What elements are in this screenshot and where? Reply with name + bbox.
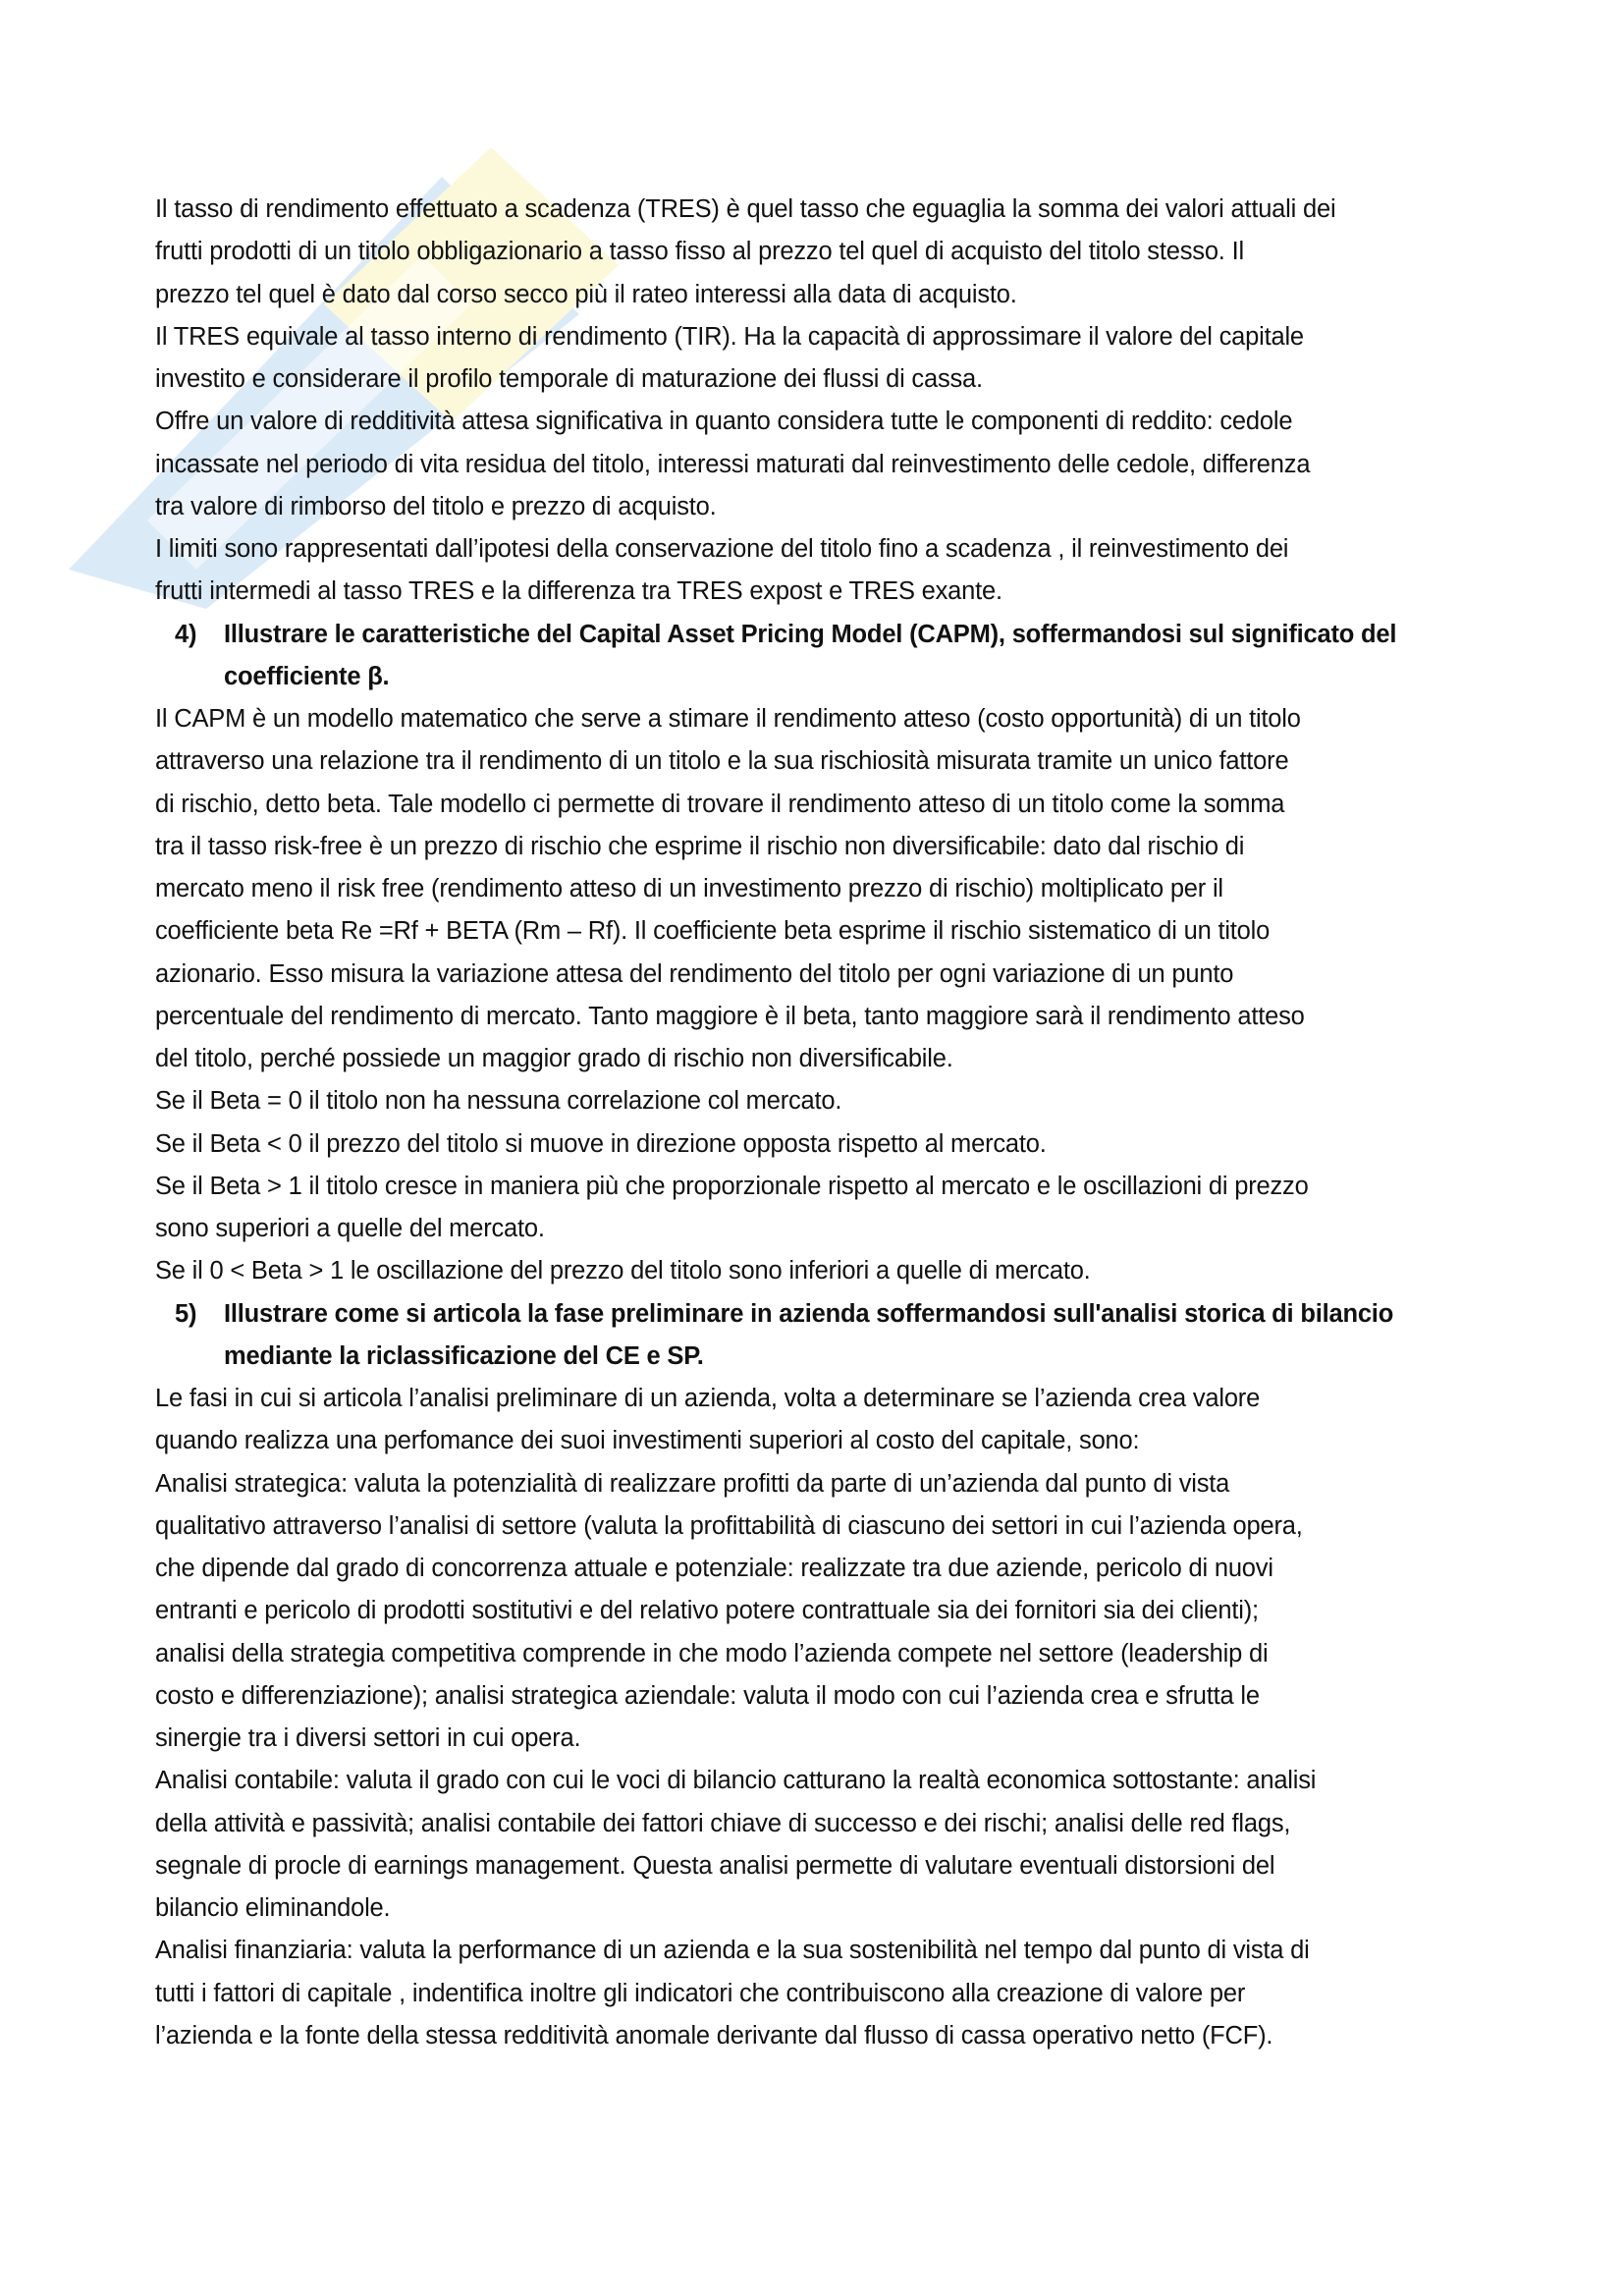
line-text: Il CAPM è un modello matematico che serve a stimare il rendimento atteso (costo opportunità) di un titolo [155,705,1301,733]
paragraph-line [155,996,1530,1038]
line-text: coefficiente β. [224,662,390,690]
line-text: tutti i fattori di capitale , indentifica inoltre gli indicatori che contribuiscono alla creazione di valore per [155,1979,1246,2007]
line-text: coefficiente beta Re =Rf + BETA (Rm – Rf). Il coefficiente beta esprime il rischio sistematico di un titolo [155,917,1271,946]
paragraph-line [155,740,1530,783]
paragraph-line [155,444,1530,486]
paragraph-line [155,1420,1530,1462]
paragraph-line [155,698,1530,740]
paragraph-line [155,910,1530,953]
paragraph-line [155,1718,1530,1760]
line-text: qualitativo attraverso l’analisi di settore (valuta la profittabilità di ciascuno dei settori in cui l’azienda opera, [155,1511,1303,1540]
question-heading-line [155,614,1530,656]
paragraph-line [155,1887,1530,1930]
paragraph-line [155,1803,1530,1845]
line-text: analisi della strategia competitiva comprende in che modo l’azienda compete nel settore (leadership di [155,1639,1269,1667]
line-text: che dipende dal grado di concorrenza attuale e potenziale: realizzate tra due aziende, pericolo di nuovi [155,1555,1273,1582]
line-text: Analisi contabile: valuta il grado con cui le voci di bilancio catturano la realtà economica sottostante: analisi [155,1767,1317,1795]
paragraph-line [155,1760,1530,1802]
paragraph-line [155,1505,1530,1548]
paragraph-line [155,1845,1530,1887]
line-text: tra il tasso risk-free è un prezzo di rischio che esprime il rischio non diversificabile: dato dal rischio di [155,832,1245,860]
paragraph-line [155,1378,1530,1420]
paragraph-line [155,1590,1530,1632]
question-heading-line [155,656,1530,698]
paragraph-line [155,1548,1530,1590]
paragraph-line [155,1166,1530,1208]
line-text: costo e differenziazione); analisi strategica aziendale: valuta il modo con cui l’azienda crea e sfrutta le [155,1681,1260,1710]
paragraph-line [155,868,1530,910]
paragraph-line [155,1973,1530,2015]
paragraph-line [155,954,1530,996]
line-text: della attività e passività; analisi contabile dei fattori chiave di successo e dei rischi; analisi delle red flags, [155,1809,1291,1837]
line-text: di rischio, detto beta. Tale modello ci permette di trovare il rendimento atteso di un titolo come la somma [155,790,1285,818]
paragraph-line [155,358,1530,401]
line-text: Offre un valore di redditività attesa significativa in quanto considera tutte le componenti di reddito: cedole [155,408,1293,436]
line-text: sono superiori a quelle del mercato. [155,1215,545,1242]
line-text: Il TRES equivale al tasso interno di rendimento (TIR). Ha la capacità di approssimare il valore del capitale [155,322,1304,351]
paragraph-line [155,486,1530,528]
line-text: mediante la riclassificazione del CE e SP. [224,1341,704,1370]
line-text: attraverso una relazione tra il rendimento di un titolo e la sua rischiosità misurata tramite un unico fattore [155,747,1289,776]
line-text: frutti prodotti di un titolo obbligazionario a tasso fisso al prezzo tel quel di acquisto del titolo stesso. Il [155,238,1244,266]
paragraph-line [155,528,1530,571]
line-text: Se il Beta < 0 il prezzo del titolo si muove in direzione opposta rispetto al mercato. [155,1129,1047,1158]
line-text: Illustrare le caratteristiche del Capital Asset Pricing Model (CAPM), soffermandosi sul significato del [224,620,1397,648]
paragraph-line [155,1675,1530,1718]
paragraph-line [155,2015,1530,2057]
paragraph-line [155,1930,1530,1972]
line-text: Le fasi in cui si articola l’analisi preliminare di un azienda, volta a determinare se l’azienda crea valore [155,1385,1261,1412]
paragraph-line [155,571,1530,613]
line-text: Analisi finanziaria: valuta la performance di un azienda e la sua sostenibilità nel tempo dal punto di vista di [155,1937,1310,1965]
line-text: Se il Beta > 1 il titolo cresce in maniera più che proporzionale rispetto al mercato e le oscillazioni di prezzo [155,1172,1309,1200]
question-number: 5) [175,1299,197,1328]
paragraph-line [155,401,1530,443]
line-text: prezzo tel quel è dato dal corso secco più il rateo interessi alla data di acquisto. [155,280,1017,308]
paragraph-line [155,1208,1530,1250]
paragraph-line [155,1633,1530,1675]
line-text: segnale di procle di earnings management. Questa analisi permette di valutare eventuali distorsioni del [155,1851,1275,1880]
document-body [155,189,1530,2057]
line-text: investito e considerare il profilo temporale di maturazione dei flussi di cassa. [155,365,983,393]
line-text: Analisi strategica: valuta la potenzialità di realizzare profitti da parte di un’azienda dal punto di vista [155,1469,1230,1498]
line-text: Illustrare come si articola la fase preliminare in azienda soffermandosi sull'analisi storica di bilancio [224,1299,1394,1328]
question-number: 4) [175,620,197,648]
line-text: frutti intermedi al tasso TRES e la differenza tra TRES expost e TRES exante. [155,577,1002,606]
paragraph-line [155,1463,1530,1505]
paragraph-line [155,1123,1530,1166]
line-text: entranti e pericolo di prodotti sostitutivi e del relativo potere contrattuale sia dei fornitori sia dei clienti); [155,1597,1259,1625]
line-text: sinergie tra i diversi settori in cui opera. [155,1724,581,1752]
line-text: azionario. Esso misura la variazione attesa del rendimento del titolo per ogni variazione di un punto [155,959,1234,988]
question-heading-line [155,1336,1530,1378]
paragraph-line [155,231,1530,273]
paragraph-line [155,189,1530,231]
line-text: Se il Beta = 0 il titolo non ha nessuna correlazione col mercato. [155,1087,842,1116]
line-text: I limiti sono rappresentati dall’ipotesi della conservazione del titolo fino a scadenza , il reinvestimento dei [155,535,1289,563]
line-text: bilancio eliminandole. [155,1894,391,1922]
line-text: percentuale del rendimento di mercato. Tanto maggiore è il beta, tanto maggiore sarà il rendimento atteso [155,1002,1305,1030]
line-text: incassate nel periodo di vita residua del titolo, interessi maturati dal reinvestimento delle cedole, differenza [155,450,1311,478]
paragraph-line [155,316,1530,358]
question-heading-line [155,1293,1530,1336]
line-text: l’azienda e la fonte della stessa redditività anomale derivante dal flusso di cassa operativo netto (FCF). [155,2021,1273,2050]
paragraph-line [155,826,1530,868]
paragraph-line [155,1080,1530,1122]
paragraph-line [155,1038,1530,1080]
line-text: Il tasso di rendimento effettuato a scadenza (TRES) è quel tasso che eguaglia la somma dei valori attuali dei [155,195,1336,223]
paragraph-line [155,1250,1530,1292]
line-text: Se il 0 < Beta > 1 le oscillazione del prezzo del titolo sono inferiori a quelle di mercato. [155,1257,1091,1285]
line-text: mercato meno il risk free (rendimento atteso di un investimento prezzo di rischio) moltiplicato per il [155,875,1223,902]
line-text: del titolo, perché possiede un maggior grado di rischio non diversificabile. [155,1045,953,1072]
paragraph-line [155,784,1530,826]
line-text: quando realizza una perfomance dei suoi investimenti superiori al costo del capitale, sono: [155,1427,1140,1455]
paragraph-line [155,274,1530,316]
line-text: tra valore di rimborso del titolo e prezzo di acquisto. [155,492,717,520]
